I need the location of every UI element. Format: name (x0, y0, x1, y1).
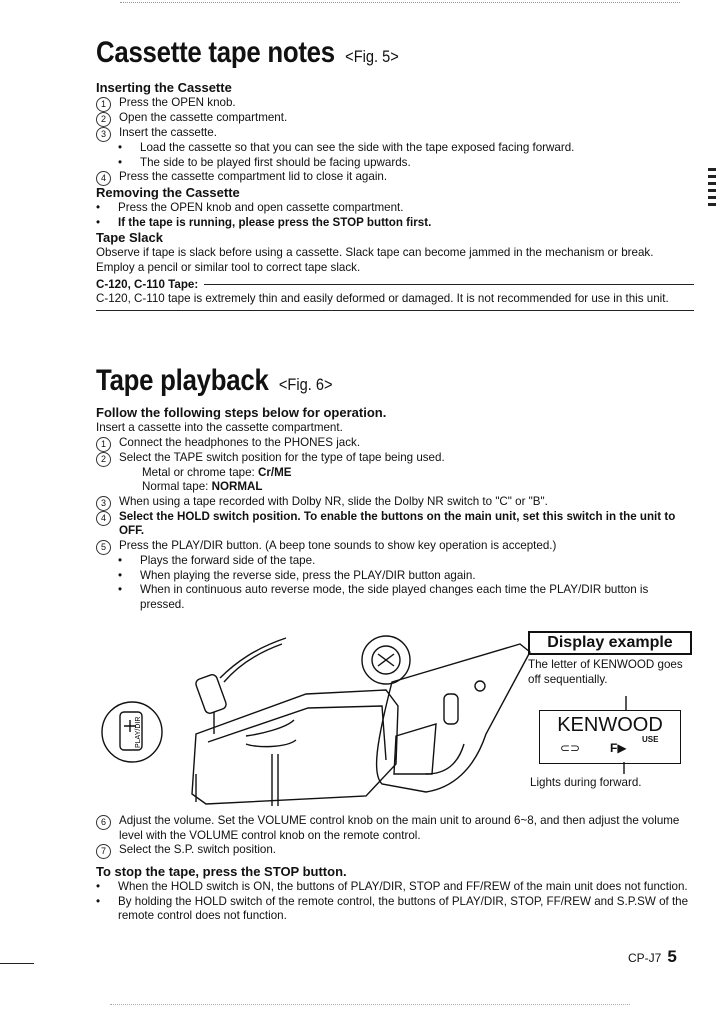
playback-title-text: Tape playback (96, 364, 269, 397)
removing-bullet-2 (96, 216, 694, 231)
playback-step-7: 7 Select the S.P. switch position. (96, 843, 694, 858)
playback-step-1: 1 Connect the headphones to the PHONES jack. (96, 436, 694, 451)
metal-tape-label: Metal or chrome tape: (142, 465, 255, 479)
playback-step-6-text: Adjust the volume. Set the VOLUME control knob on the main unit to around 6~8, and then adjust the volume level with the VOLUME control knob on the remote control. (119, 814, 680, 842)
playback-step-3: 3 When using a tape recorded with Dolby NR, slide the Dolby NR switch to "C" or "B". (96, 495, 694, 510)
lcd-display-example (539, 710, 681, 764)
playback-step-2-text: Select the TAPE switch position for the type of tape being used. (119, 450, 445, 464)
playback-step-5: 5 Press the PLAY/DIR button. (A beep tone sounds to show key operation is accepted.) (96, 539, 694, 554)
playback-heading: Follow the following steps below for operation. (96, 405, 387, 420)
edge-index-marks (708, 168, 716, 210)
playback-step-3-text: When using a tape recorded with Dolby NR, slide the Dolby NR switch to "C" or "B". (119, 494, 548, 508)
remote-control-body (377, 644, 530, 792)
playback-section (96, 364, 694, 612)
inserting-step-3-text: Insert the cassette. (119, 126, 217, 139)
playback-title (96, 364, 610, 402)
normal-tape-label: Normal tape: (142, 480, 209, 494)
playback-fig-ref: <Fig. 6> (278, 375, 333, 394)
cassette-title-text: Cassette tape notes (96, 36, 335, 69)
c120-heading: C-120, C-110 Tape: (96, 277, 199, 291)
inserting-heading: Inserting the Cassette (96, 80, 232, 95)
c120-text: C-120, C-110 tape is extremely thin and easily deformed or damaged. It is not recommended for use in this unit. (96, 292, 669, 306)
playback-step-1-text: Connect the headphones to the PHONES jack. (119, 435, 361, 449)
stop-bullet-1-text: When the HOLD switch is ON, the buttons of PLAY/DIR, STOP and FF/REW of the main unit does not function. (118, 880, 688, 894)
kenwood-note: The letter of KENWOOD goes off sequentially. (528, 658, 683, 686)
inserting-step-4-text: Press the cassette compartment lid to close it again. (119, 170, 388, 184)
page-footer (628, 947, 677, 966)
c120-rule (204, 284, 694, 285)
playback-step-7-text: Select the S.P. switch position. (119, 843, 277, 857)
playback-step-6: 6 Adjust the volume. Set the VOLUME control knob on the main unit to around 6~8, and then adjust the volume level with the VOLUME control knob on the remote control. (96, 814, 694, 843)
c120-heading-row (96, 278, 694, 293)
cassette-title (96, 36, 610, 74)
tape-icon: ⊂⊃ (560, 741, 581, 755)
figure-6 (96, 624, 694, 814)
play-dir-label: PLAY/DIR (135, 716, 142, 748)
headphone-plug (195, 673, 228, 714)
inserting-step-3: 3 Insert the cassette. (96, 126, 694, 141)
cassette-section (96, 36, 694, 311)
forward-arrow-icon: ▶ (617, 741, 627, 755)
top-edge-rule (120, 2, 680, 3)
page-number: 5 (667, 947, 677, 966)
inserting-bullet-1 (96, 141, 694, 156)
lcd-f-text: F (610, 741, 618, 755)
playback-bullet-3-text: When in continuous auto reverse mode, the side played changes each time the PLAY/DIR button is pressed. (140, 583, 649, 611)
play-dir-detail-circle (102, 702, 162, 762)
playback-bullet-2-text: When playing the reverse side, press the PLAY/DIR button again. (140, 568, 476, 582)
playback-bullet-1-text: Plays the forward side of the tape. (140, 553, 316, 567)
stop-bullet-2-text: By holding the HOLD switch of the remote control, the buttons of PLAY/DIR, STOP, FF/REW and S.P.SW of the remote control does not function. (118, 894, 689, 923)
playback-intro: Insert a cassette into the cassette compartment. (96, 421, 343, 434)
forward-note: Lights during forward. (530, 776, 642, 789)
lcd-forward-indicator (610, 741, 627, 756)
stop-heading: To stop the tape, press the STOP button. (96, 864, 347, 880)
normal-tape-value: NORMAL (211, 480, 263, 494)
playback-continued (96, 814, 694, 924)
inserting-step-1: 1 Press the OPEN knob. (96, 96, 694, 111)
inserting-bullet-1-text: Load the cassette so that you can see the side with the tape exposed facing forward. (140, 141, 575, 154)
lcd-kenwood-text: KENWOOD (557, 714, 663, 736)
removing-heading: Removing the Cassette (96, 185, 240, 201)
model-number: CP-J7 (628, 951, 662, 965)
playback-step-5-text: Press the PLAY/DIR button. (A beep tone sounds to show key operation is accepted.) (119, 538, 557, 552)
removing-bullet-2-text: If the tape is running, please press the STOP button first. (118, 215, 432, 229)
normal-tape-line (96, 480, 694, 495)
inserting-step-1-text: Press the OPEN knob. (119, 96, 236, 109)
stop-bullet-2 (96, 895, 694, 924)
slack-text: Observe if tape is slack before using a cassette. Slack tape can become jammed in the mechanism or break. Employ a pencil or similar tool to correct tape slack. (96, 246, 654, 274)
inserting-step-2-text: Open the cassette compartment. (119, 111, 288, 124)
playback-bullet-1 (96, 554, 694, 569)
removing-bullet-1-text: Press the OPEN knob and open cassette compartment. (118, 201, 404, 215)
display-example-title: Display example (528, 631, 692, 655)
metal-tape-value: Cr/ME (258, 465, 292, 479)
playback-bullet-3 (96, 583, 694, 612)
inserting-step-2: 2 Open the cassette compartment. (96, 111, 694, 126)
inserting-bullet-2-text: The side to be played first should be facing upwards. (140, 155, 411, 169)
left-margin-rule (0, 963, 34, 964)
lcd-use-text: USE (642, 735, 659, 744)
inserting-step-4: 4 Press the cassette compartment lid to close it again. (96, 170, 694, 185)
inserting-bullet-2 (96, 156, 694, 171)
removing-bullet-1 (96, 201, 694, 216)
cassette-fig-ref: <Fig. 5> (345, 47, 399, 66)
slack-heading: Tape Slack (96, 230, 163, 246)
playback-step-2: 2 Select the TAPE switch position for the type of tape being used. (96, 451, 694, 466)
stop-bullet-1 (96, 880, 694, 895)
section-divider (96, 310, 694, 311)
metal-tape-line (96, 466, 694, 481)
playback-step-4-text: Select the HOLD switch position. To enable the buttons on the main unit, set this switch in the unit to OFF. (119, 509, 676, 538)
bottom-edge-rule (110, 1004, 630, 1005)
playback-bullet-2 (96, 569, 694, 584)
playback-step-4: 4 Select the HOLD switch position. To enable the buttons on the main unit, set this switch in the unit to OFF. (96, 510, 694, 539)
